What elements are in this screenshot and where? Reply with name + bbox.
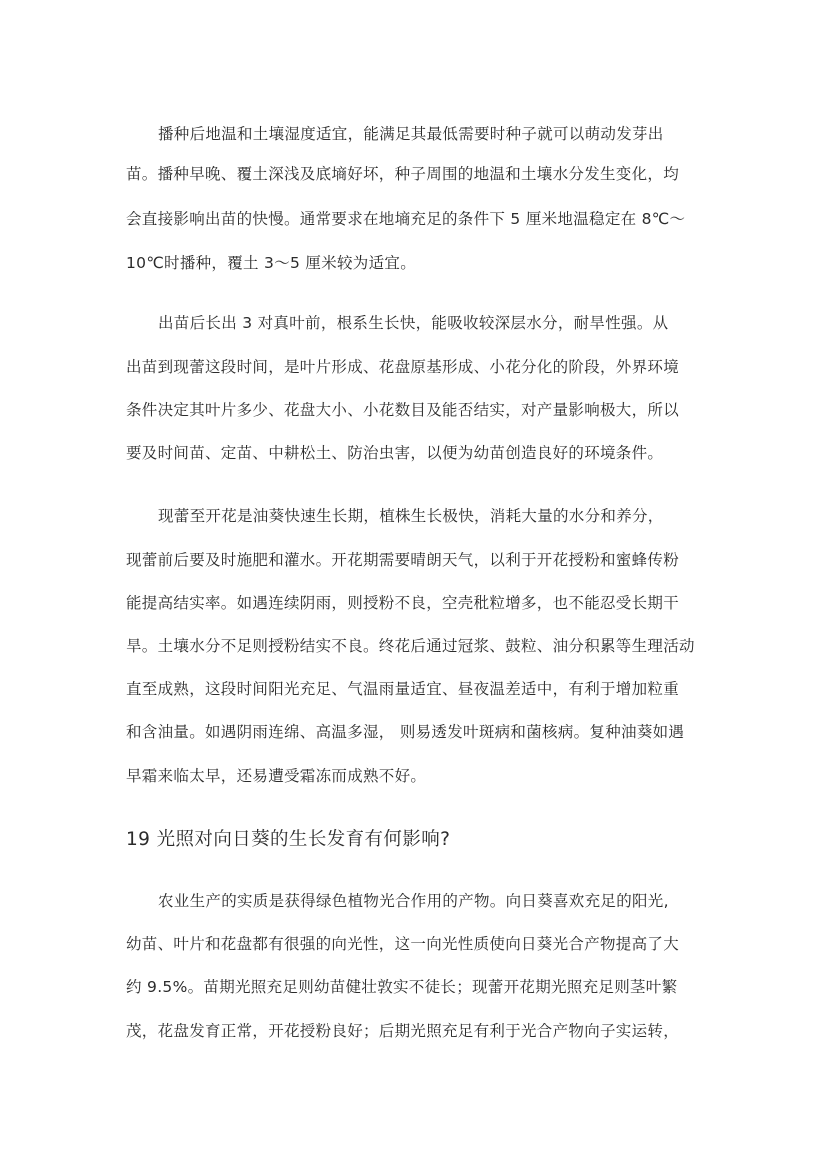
paragraph-4-line-3: 约 9.5%。苗期光照充足则幼苗健壮敦实不徒长；现蕾开花期光照充足则茎叶繁 [126, 978, 678, 996]
paragraph-4-line-4: 茂，花盘发育正常，开花授粉良好；后期光照充足有利于光合产物向子实运转， [126, 1022, 680, 1040]
paragraph-1-line-1: 播种后地温和土壤湿度适宜，能满足其最低需要时种子就可以萌动发芽出 [158, 125, 664, 143]
paragraph-4-line-1: 农业生产的实质是获得绿色植物光合作用的产物。向日葵喜欢充足的阳光, [158, 892, 669, 910]
paragraph-2-line-4: 要及时间苗、定苗、中耕松土、防治虫害，以便为幼苗创造良好的环境条件。 [126, 444, 664, 462]
paragraph-3-line-1: 现蕾至开花是油葵快速生长期，植株生长极快，消耗大量的水分和养分， [158, 507, 664, 525]
paragraph-2-line-1: 出苗后长出 3 对真叶前，根系生长快，能吸收较深层水分，耐旱性强。从 [158, 314, 669, 332]
paragraph-2-line-3: 条件决定其叶片多少、花盘大小、小花数目及能否结实，对产量影响极大，所以 [126, 401, 680, 419]
paragraph-3-line-4: 旱。土壤水分不足则授粉结实不良。终花后通过冠浆、鼓粒、油分积累等生理活动 [126, 637, 695, 655]
paragraph-4-line-2: 幼苗、叶片和花盘都有很强的向光性，这一向光性质使向日葵光合产物提高了大 [126, 935, 680, 953]
section-heading: 19 光照对向日葵的生长发育有何影响? [126, 829, 451, 850]
paragraph-1-line-2: 苗。播种早晚、覆土深浅及底墒好坏，种子周围的地温和土壤水分发生变化，均 [126, 165, 680, 183]
paragraph-1-line-4: 10℃时播种，覆土 3～5 厘米较为适宜。 [126, 254, 417, 272]
paragraph-1-line-3: 会直接影响出苗的快慢。通常要求在地墒充足的条件下 5 厘米地温稳定在 8℃～ [126, 210, 686, 228]
paragraph-3-line-7: 早霜来临太早，还易遭受霜冻而成熟不好。 [126, 767, 427, 785]
paragraph-2-line-2: 出苗到现蕾这段时间，是叶片形成、花盘原基形成、小花分化的阶段，外界环境 [126, 358, 680, 376]
paragraph-3-line-2: 现蕾前后要及时施肥和灌水。开花期需要晴朗天气，以利于开花授粉和蜜蜂传粉 [126, 551, 680, 569]
paragraph-3-line-5: 直至成熟，这段时间阳光充足、气温雨量适宜、昼夜温差适中，有利于增加粒重 [126, 680, 680, 698]
paragraph-3-line-3: 能提高结实率。如遇连续阴雨，则授粉不良，空壳秕粒增多，也不能忍受长期干 [126, 594, 680, 612]
paragraph-3-line-6: 和含油量。如遇阴雨连绵、高温多湿， 则易透发叶斑病和菌核病。复种油葵如遇 [126, 723, 685, 741]
